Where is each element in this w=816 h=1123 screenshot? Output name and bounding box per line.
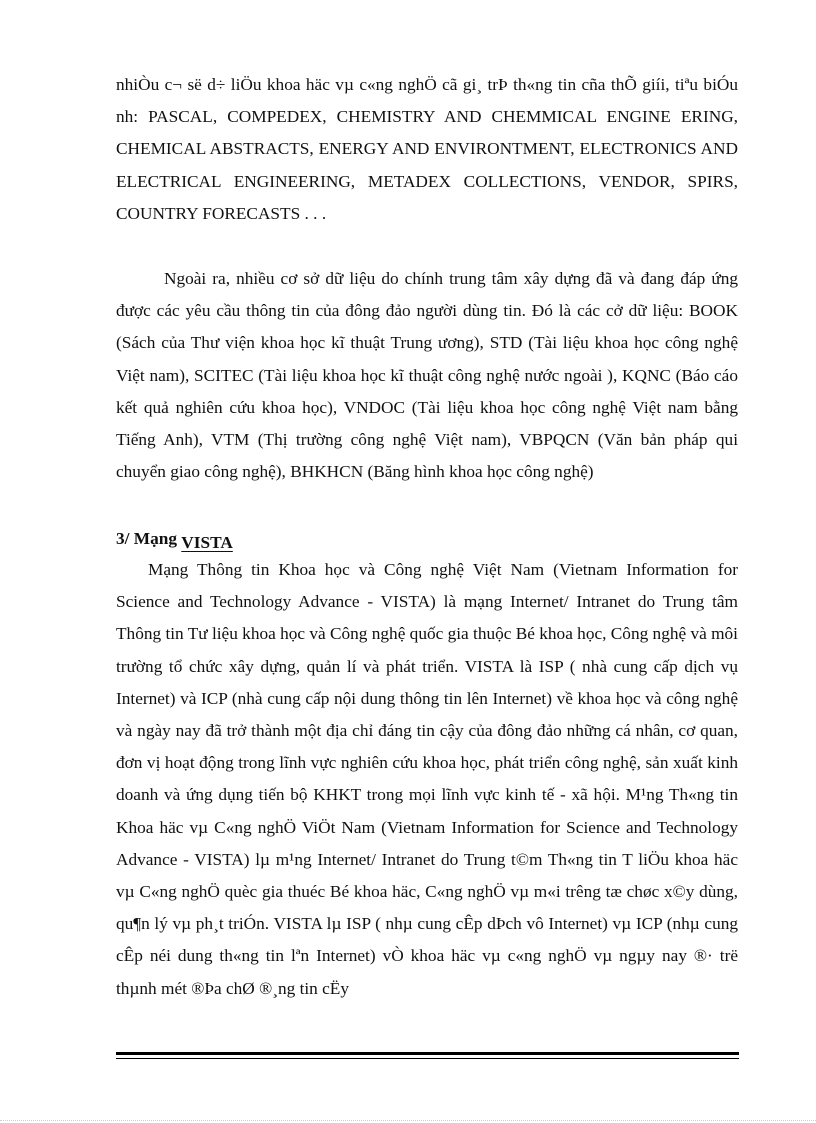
footer-rule-thick: [116, 1052, 739, 1055]
section-heading-word: VISTA: [181, 533, 233, 552]
section-heading-prefix: 3/ Mạng: [116, 529, 177, 548]
paragraph-databases-block: [116, 263, 738, 488]
paragraph-continuation: nhiÒu c¬ së d÷ liÖu khoa häc vµ c«ng nghÖ cã gi¸ trÞ th«ng tin cña thÕ giíi, tiªu biÓu nh: PASCAL, COMPEDEX, CHEMISTRY AND CHEMMICAL ENGINE ERING, CHEMICAL ABSTRACTS, ENERGY AND ENVIRONTMENT, ELECTRONICS AND ELECTRICAL ENGINEERING, METADEX COLLECTIONS, VENDOR, SPIRS, COUNTRY FORECASTS . . .: [116, 75, 738, 223]
paragraph-vista-block: [116, 554, 738, 1005]
paragraph-databases: Ngoài ra, nhiều cơ sở dữ liệu do chính trung tâm xây dựng đã và đang đáp ứng được các yêu cầu thông tin của đông đảo người dùng tin. Đó là các cở dữ liệu: BOOK (Sách của Thư viện khoa học kĩ thuật Trung ương), STD (Tài liệu khoa học công nghệ Việt nam), SCITEC (Tài liệu khoa học kĩ thuật công nghệ nước ngoài ), KQNC (Báo cáo kết quả nghiên cứu khoa học), VNDOC (Tài liệu khoa học công nghệ Việt nam bằng Tiếng Anh), VTM (Thị trường công nghệ Việt nam), VBPQCN (Văn bản pháp qui chuyển giao công nghệ), BHKHCN (Băng hình khoa học công nghệ): [116, 269, 738, 482]
paragraph-vista: Mạng Thông tin Khoa học và Công nghệ Việt Nam (Vietnam Information for Science and Technology Advance - VISTA) là mạng Internet/ Intranet do Trung tâm Thông tin Tư liệu khoa học và Công nghệ quốc gia thuộc Bé khoa học, Công nghệ và môi trường tổ chức xây dựng, quản lí và phát triển. VISTA là ISP ( nhà cung cấp dịch vụ Internet) và ICP (nhà cung cấp nội dung thông tin lên Internet) về khoa học và công nghệ và ngày nay đã trở thành một địa chỉ đáng tin cậy của đông đảo những cá nhân, cơ quan, đơn vị hoạt động trong lĩnh vực nghiên cứu khoa học, phát triển công nghệ, sản xuất kinh doanh và ứng dụng tiến bộ KHKT trong mọi lĩnh vực kinh tế - xã hội. M¹ng Th«ng tin Khoa häc vµ C«ng nghÖ ViÖt Nam (Vietnam Information for Science and Technology Advance - VISTA) lµ m¹ng Internet/ Intranet do Trung t©m Th«ng tin T liÖu khoa häc vµ C«ng nghÖ quèc gia thuéc Bé khoa häc, C«ng nghÖ vµ m«i trêng tæ chøc x©y dùng, qu¶n lý vµ ph¸t triÓn. VISTA lµ ISP ( nhµ cung cÊp dÞch vô Internet) vµ ICP (nhµ cung cÊp néi dung th«ng tin lªn Internet) vÒ khoa häc vµ c«ng nghÖ vµ ngµy nay ®· trë thµnh mét ®Þa chØ ®¸ng tin cËy: [116, 560, 738, 998]
paragraph-continuation-block: [116, 69, 738, 230]
section-heading: [116, 523, 233, 555]
page-bottom-edge: [0, 1120, 816, 1121]
footer-rule-thin: [116, 1058, 739, 1059]
